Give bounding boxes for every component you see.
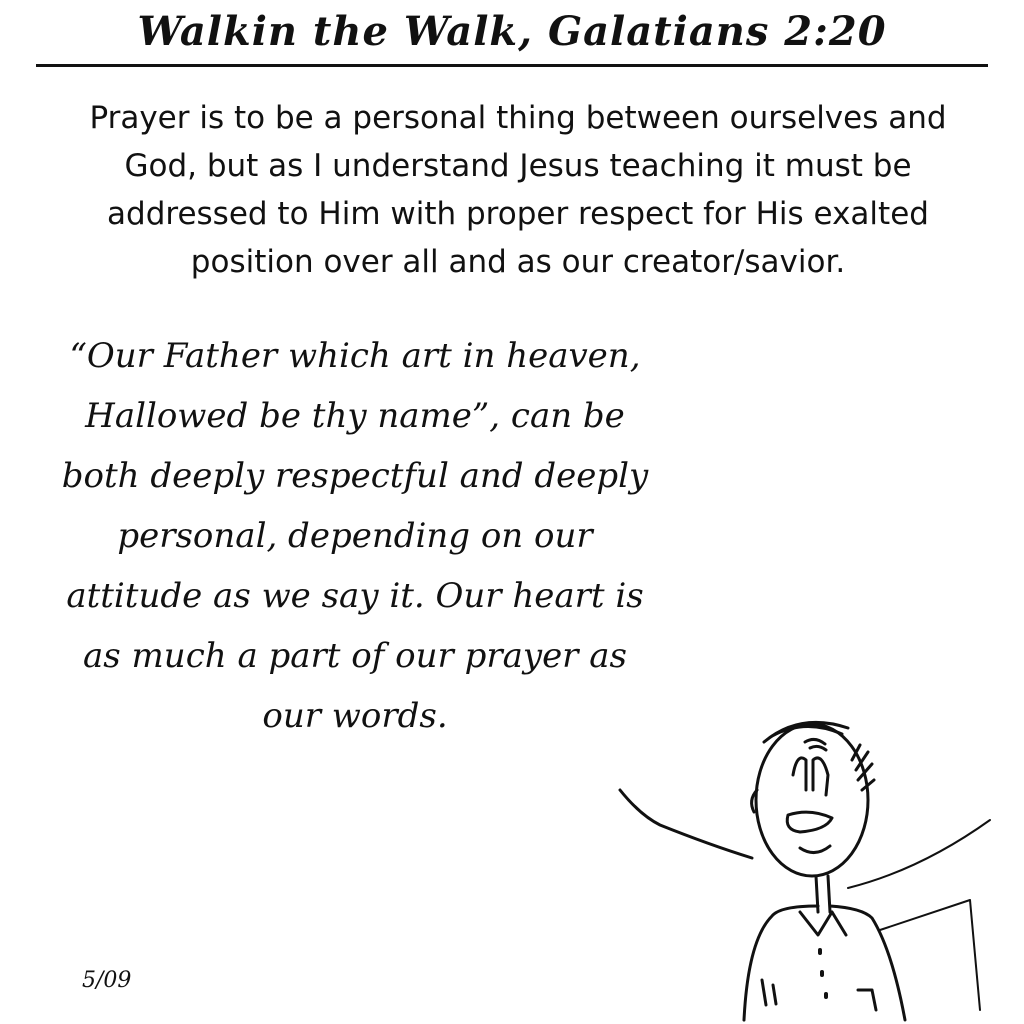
figure-arm-right (858, 990, 876, 1010)
figure-buttons (820, 950, 826, 997)
figure-mouth (800, 846, 830, 853)
figure-eyes (793, 758, 828, 795)
speech-pointer-line (620, 790, 752, 858)
figure-arm-left (762, 980, 776, 1005)
title-underline (36, 64, 988, 67)
figure-hair (764, 722, 848, 750)
intro-paragraph: Prayer is to be a personal thing between ourselves and God, but as I understand Jesus teaching it must be addressed to Him with proper respect for His exalted position over all and as our creator/savior. (89, 100, 947, 280)
title-banner (36, 6, 988, 68)
figure-collar (800, 912, 846, 935)
page-title: Walkin the Walk, Galatians 2:20 (137, 8, 887, 55)
date-stamp: 5/09 (82, 968, 132, 993)
cartoon-figure-illustration (600, 700, 1024, 1024)
figure-nose (787, 812, 832, 832)
prayer-quote: “Our Father which art in heaven, Hallowed be thy name”, can be both deeply respectful and deeply personal, depending on our attitude as we say it. Our heart is as much a part of our prayer as our words. (61, 336, 649, 736)
